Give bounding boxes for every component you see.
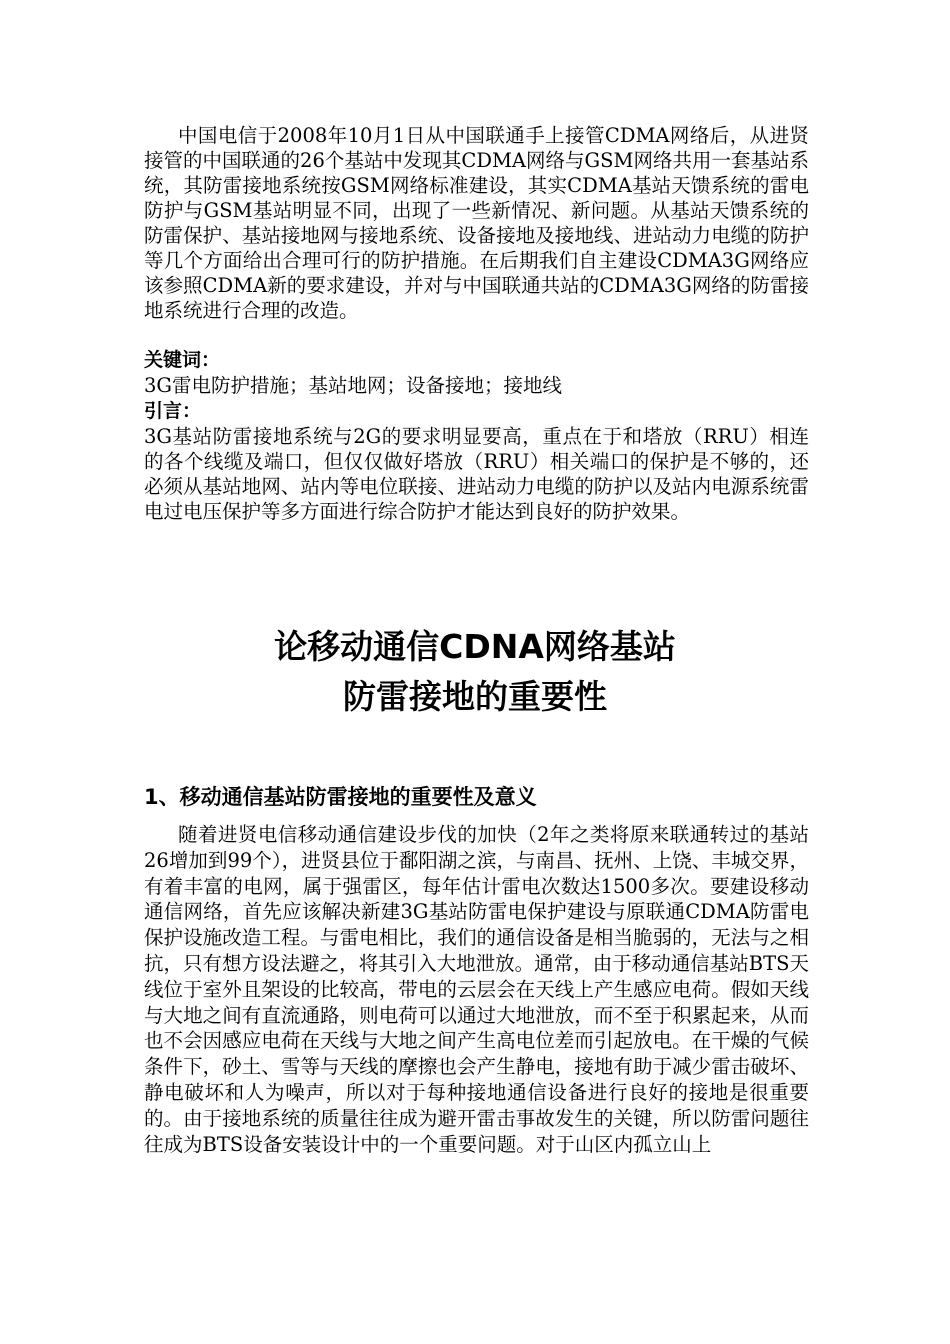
keywords-text: 3G雷电防护措施；基站地网；设备接地；接地线 [144,374,562,397]
keywords-label: 关键词： [144,349,221,371]
section-heading: 1、移动通信基站防雷接地的重要性及意义 [144,785,537,809]
abstract-paragraph: 中国电信于2008年10月1日从中国联通手上接管CDMA网络后，从进贤接管的中国联通的26个基站中发现其CDMA网络与GSM网络共用一套基站系统，其防雷接地系统按GSM网络标准建设，其实CDMA基站天馈系统的雷电防护与GSM基站明显不同，出现了一些新情况、新问题。从基站天馈系统的防雷保护、基站接地网与接地系统、设备接地及接地线、进站动力电缆的防护等几个方面给出合理可行的防护措施。在后期我们自主建设CDMA3G网络应该参照CDMA新的要求建设，并对与中国联通共站的CDMA3G网络的防雷接地系统进行合理的改造。 [144,124,809,322]
intro-paragraph: 3G基站防雷接地系统与2G的要求明显要高，重点在于和塔放（RRU）相连的各个线缆及端口，但仅仅做好塔放（RRU）相关端口的保护是不够的，还必须从基站地网、站内等电位联接、进站动力电缆的防护以及站内电源系统雷电过电压保护等多方面进行综合防护才能达到良好的防护效果。 [144,425,809,523]
intro-label: 引言： [144,400,202,422]
section-paragraph: 随着进贤电信移动通信建设步伐的加快（2年之类将原来联通转过的基站26增加到99个），进贤县位于鄱阳湖之滨，与南昌、抚州、上饶、丰城交界，有着丰富的电网，属于强雷区，每年估计雷电次数达1500多次。要建设移动通信网络，首先应该解决新建3G基站防雷电保护建设与原联通CDMA防雷电保护设施改造工程。与雷电相比，我们的通信设备是相当脆弱的，无法与之相抗，只有想方设法避之，将其引入大地泄放。通常，由于移动通信基站BTS天线位于室外且架设的比较高，带电的云层会在天线上产生感应电荷。假如天线与大地之间有直流通路，则电荷可以通过大地泄放，而不至于积累起来，从而也不会因感应电荷在天线与大地之间产生高电位差而引起放电。在干燥的气候条件下，砂土、雪等与天线的摩擦也会产生静电，接地有助于减少雷击破坏、静电破坏和人为噪声，所以对于每种接地通信设备进行良好的接地是很重要的。由于接地系统的质量往往成为避开雷击事故发生的关键，所以防雷问题往往成为BTS设备安装设计中的一个重要问题。对于山区内孤立山上 [144,823,809,1156]
page-title-line-1: 论移动通信CDNA网络基站 [274,627,676,666]
page-title-line-2: 防雷接地的重要性 [343,677,607,716]
